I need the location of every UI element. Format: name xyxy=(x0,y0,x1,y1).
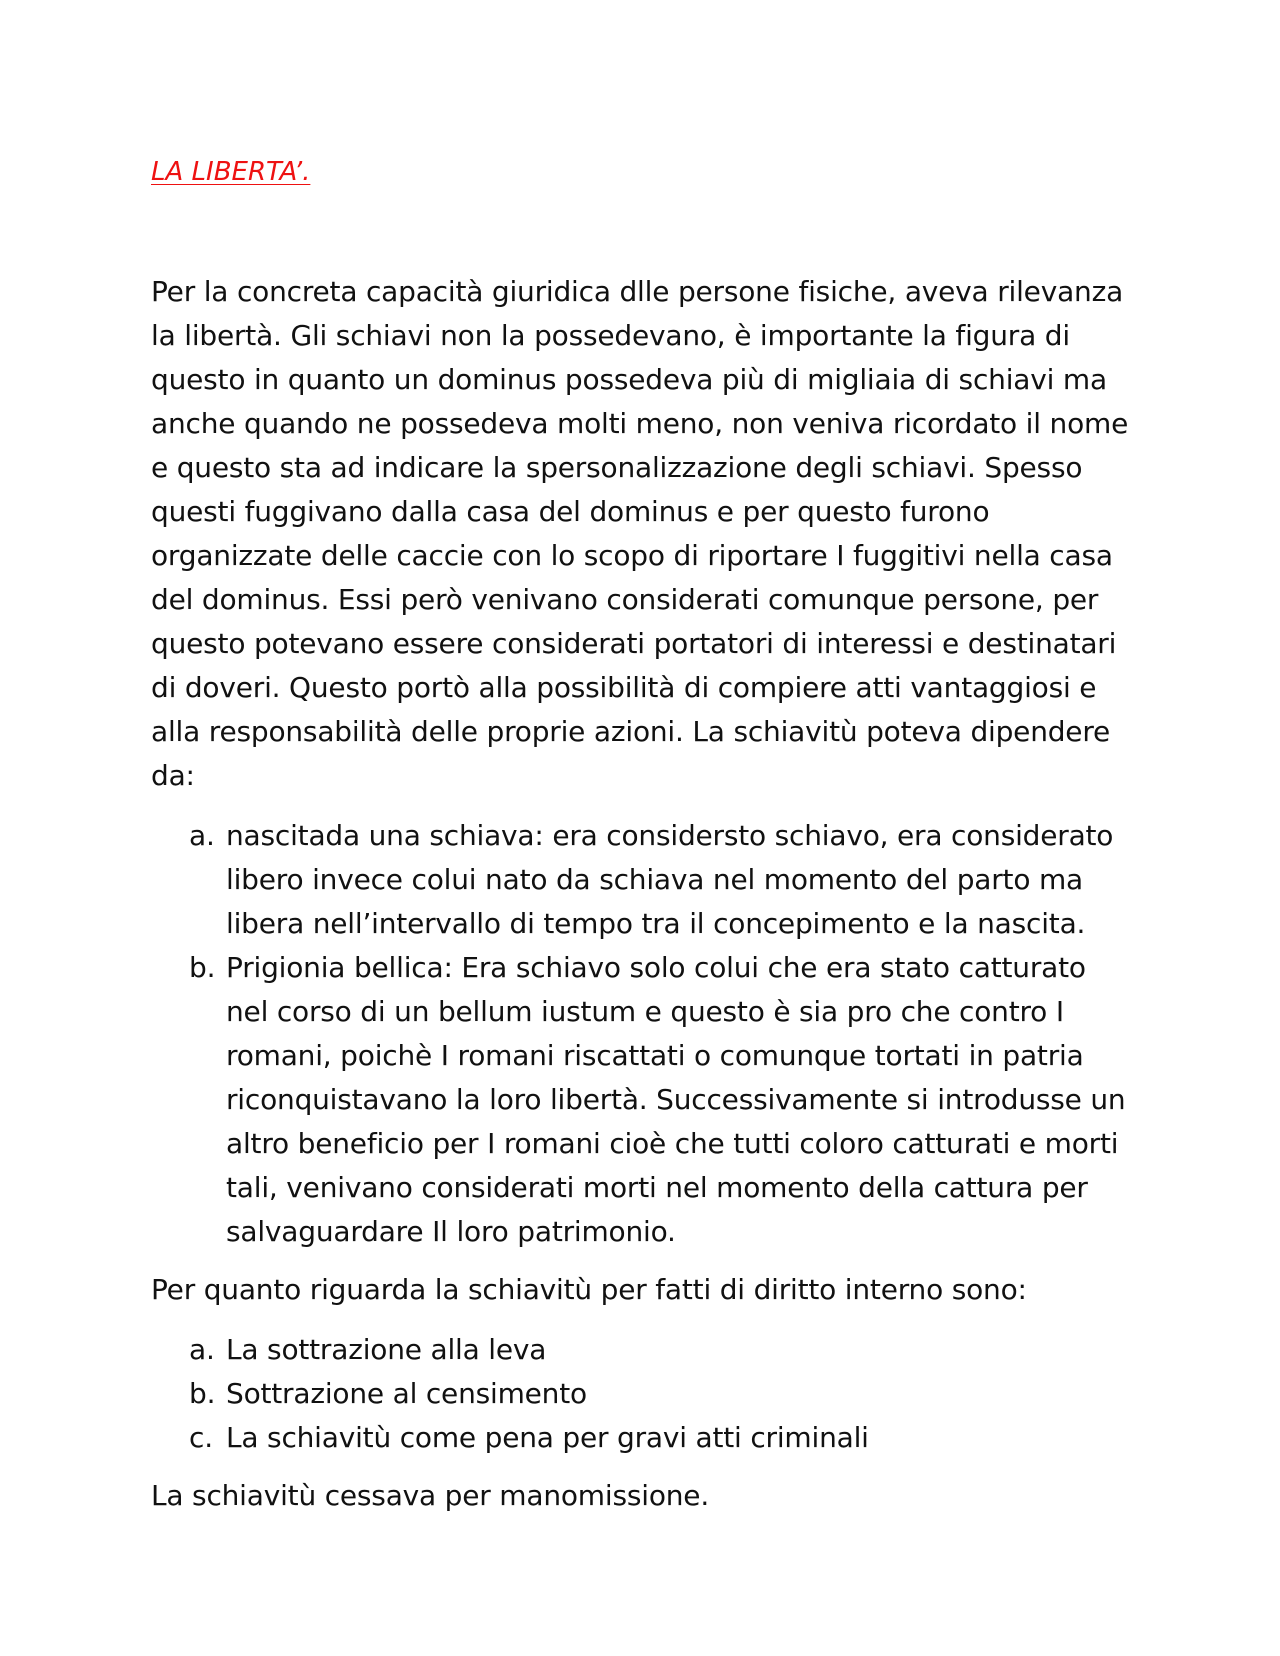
list-item-text: La sottrazione alla leva xyxy=(226,1333,547,1366)
list-item xyxy=(151,1416,1131,1460)
list-item xyxy=(151,1372,1131,1416)
list-marker: a. xyxy=(189,819,215,852)
intro-paragraph: Per la concreta capacità giuridica dlle persone fisiche, aveva rilevanza la libertà. Gli schiavi non la possedevano, è importante la figura di questo in quanto un dominus possedeva più di migliaia di schiavi ma anche quando ne possedeva molti meno, non veniva ricordato il nome e questo sta ad indicare la spersonalizzazione degli schiavi. Spesso questi fuggivano dalla casa del dominus e per questo furono organizzate delle caccie con lo scopo di riportare I fuggitivi nella casa del dominus. Essi però venivano considerati comunque persone, per questo potevano essere considerati portatori di interessi e destinatari di doveri. Questo portò alla possibilità di compiere atti vantaggiosi e alla responsabilità delle proprie azioni. La schiavitù poteva dipendere da: xyxy=(151,275,1129,792)
list-item-text: Sottrazione al censimento xyxy=(226,1377,587,1410)
document-title: LA LIBERTA’. xyxy=(151,157,311,187)
list-item-text: nascitada una schiava: era considersto schiavo, era considerato libero invece colui nato da schiava nel momento del parto ma libera nell’intervallo di tempo tra il concepimento e la nascita. xyxy=(226,819,1114,940)
document-page xyxy=(151,150,1131,1518)
list-item xyxy=(151,814,1131,946)
causes-list xyxy=(151,814,1131,1254)
internal-law-paragraph: Per quanto riguarda la schiavitù per fatti di diritto interno sono: xyxy=(151,1273,1027,1306)
list-item-text: La schiavitù come pena per gravi atti criminali xyxy=(226,1421,869,1454)
list-marker: b. xyxy=(189,951,216,984)
list-marker: c. xyxy=(189,1421,213,1454)
internal-law-list xyxy=(151,1328,1131,1460)
list-item xyxy=(151,1328,1131,1372)
list-item-text: Prigionia bellica: Era schiavo solo colui che era stato catturato nel corso di un bellum iustum e questo è sia pro che contro I romani, poichè I romani riscattati o comunque tortati in patria riconquistavano la loro libertà. Successivamente si introdusse un altro beneficio per I romani cioè che tutti coloro catturati e morti tali, venivano considerati morti nel momento della cattura per salvaguardare Il loro patrimonio. xyxy=(226,951,1126,1248)
list-marker: a. xyxy=(189,1333,215,1366)
list-item xyxy=(151,946,1131,1254)
list-marker: b. xyxy=(189,1377,216,1410)
closing-paragraph: La schiavitù cessava per manomissione. xyxy=(151,1479,710,1512)
